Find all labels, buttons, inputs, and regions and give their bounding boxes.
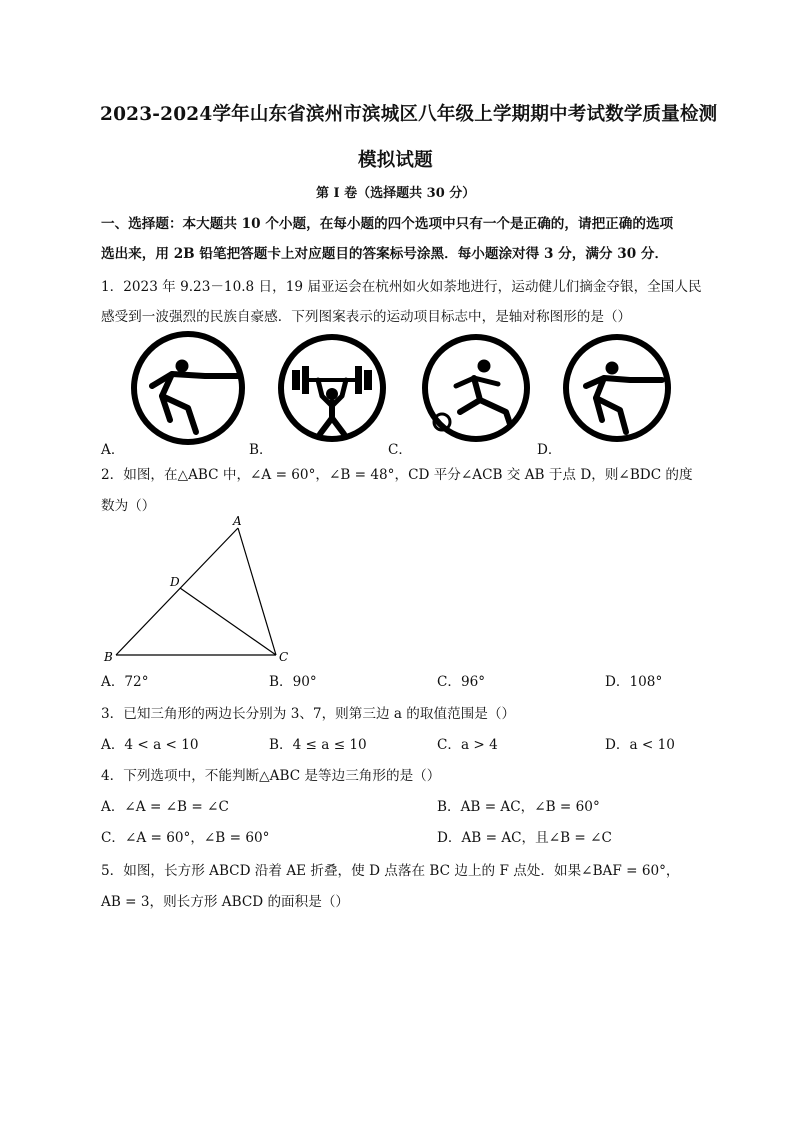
q5-stem-line2: AB = 3，则长方形 ABCD 的面积是（） <box>101 894 350 910</box>
part-one-line1: 一、选择题：本大题共 10 个小题，在每小题的四个选项中只有一个是正确的，请把正确的选项 <box>101 216 674 232</box>
label-a: A <box>233 514 242 528</box>
q4-stem: 4．下列选项中，不能判断△ABC 是等边三角形的是（） <box>101 768 441 784</box>
q3-option-d[interactable]: D．a < 10 <box>605 737 675 753</box>
q1-option-c[interactable]: C． <box>388 442 412 458</box>
label-c: C <box>279 650 289 664</box>
q2-stem-line1: 2．如图，在△ABC 中，∠A = 60°，∠B = 48°，CD 平分∠ACB 交 AB 于点 D，则∠BDC 的度 <box>101 467 693 483</box>
q2-stem-line2: 数为（） <box>101 498 156 514</box>
q4-option-d[interactable]: D．AB = AC，且∠B = ∠C <box>437 830 612 846</box>
q3-option-c[interactable]: C．a > 4 <box>437 737 498 753</box>
q1-stem-line2: 感受到一波强烈的民族自豪感．下列图案表示的运动项目标志中，是轴对称图形的是（） <box>101 309 632 325</box>
q4-option-c[interactable]: C．∠A = 60°，∠B = 60° <box>101 830 270 846</box>
q1-option-b[interactable]: B． <box>249 442 273 458</box>
label-d: D <box>170 575 180 589</box>
edge-ac <box>238 528 276 655</box>
sport-icon-d <box>566 337 668 439</box>
q1-option-d[interactable]: D． <box>537 442 562 458</box>
q4-option-b[interactable]: B．AB = AC，∠B = 60° <box>437 799 600 815</box>
segment-cd <box>180 588 276 655</box>
q3-option-b[interactable]: B．4 ≤ a ≤ 10 <box>269 737 367 753</box>
q2-option-a[interactable]: A．72° <box>101 674 149 690</box>
q3-option-a[interactable]: A．4 < a < 10 <box>101 737 199 753</box>
q2-option-b[interactable]: B．90° <box>269 674 317 690</box>
page-title-line1: 2023-2024学年山东省滨州市滨城区八年级上学期期中考试数学质量检测 <box>100 104 718 125</box>
sport-icon-a <box>134 334 242 442</box>
q2-triangle-figure <box>95 510 305 670</box>
part-one-line2: 选出来，用 2B 铅笔把答题卡上对应题目的答案标号涂黑．每小题涂对得 3 分，满分 30 分． <box>101 246 669 262</box>
q5-stem-line1: 5．如图，长方形 ABCD 沿着 AE 折叠，使 D 点落在 BC 边上的 F 点处．如果∠BAF = 60°， <box>101 863 680 879</box>
page-title-line2: 模拟试题 <box>358 150 433 171</box>
q2-option-d[interactable]: D．108° <box>605 674 663 690</box>
edge-ab <box>116 528 238 655</box>
section-header: 第 I 卷（选择题共 30 分） <box>316 186 476 201</box>
q3-stem: 3．已知三角形的两边长分别为 3、7，则第三边 a 的取值范围是（） <box>101 706 516 722</box>
football-icon <box>425 337 527 439</box>
q4-option-a[interactable]: A．∠A = ∠B = ∠C <box>101 799 229 815</box>
q1-option-a[interactable]: A． <box>101 442 125 458</box>
label-b: B <box>104 650 113 664</box>
q2-option-c[interactable]: C．96° <box>437 674 486 690</box>
weightlifting-icon <box>281 337 383 439</box>
q1-stem-line1: 1．2023 年 9.23－10.8 日，19 届亚运会在杭州如火如荼地进行，运动健儿们摘金夺银，全国人民 <box>101 279 702 295</box>
